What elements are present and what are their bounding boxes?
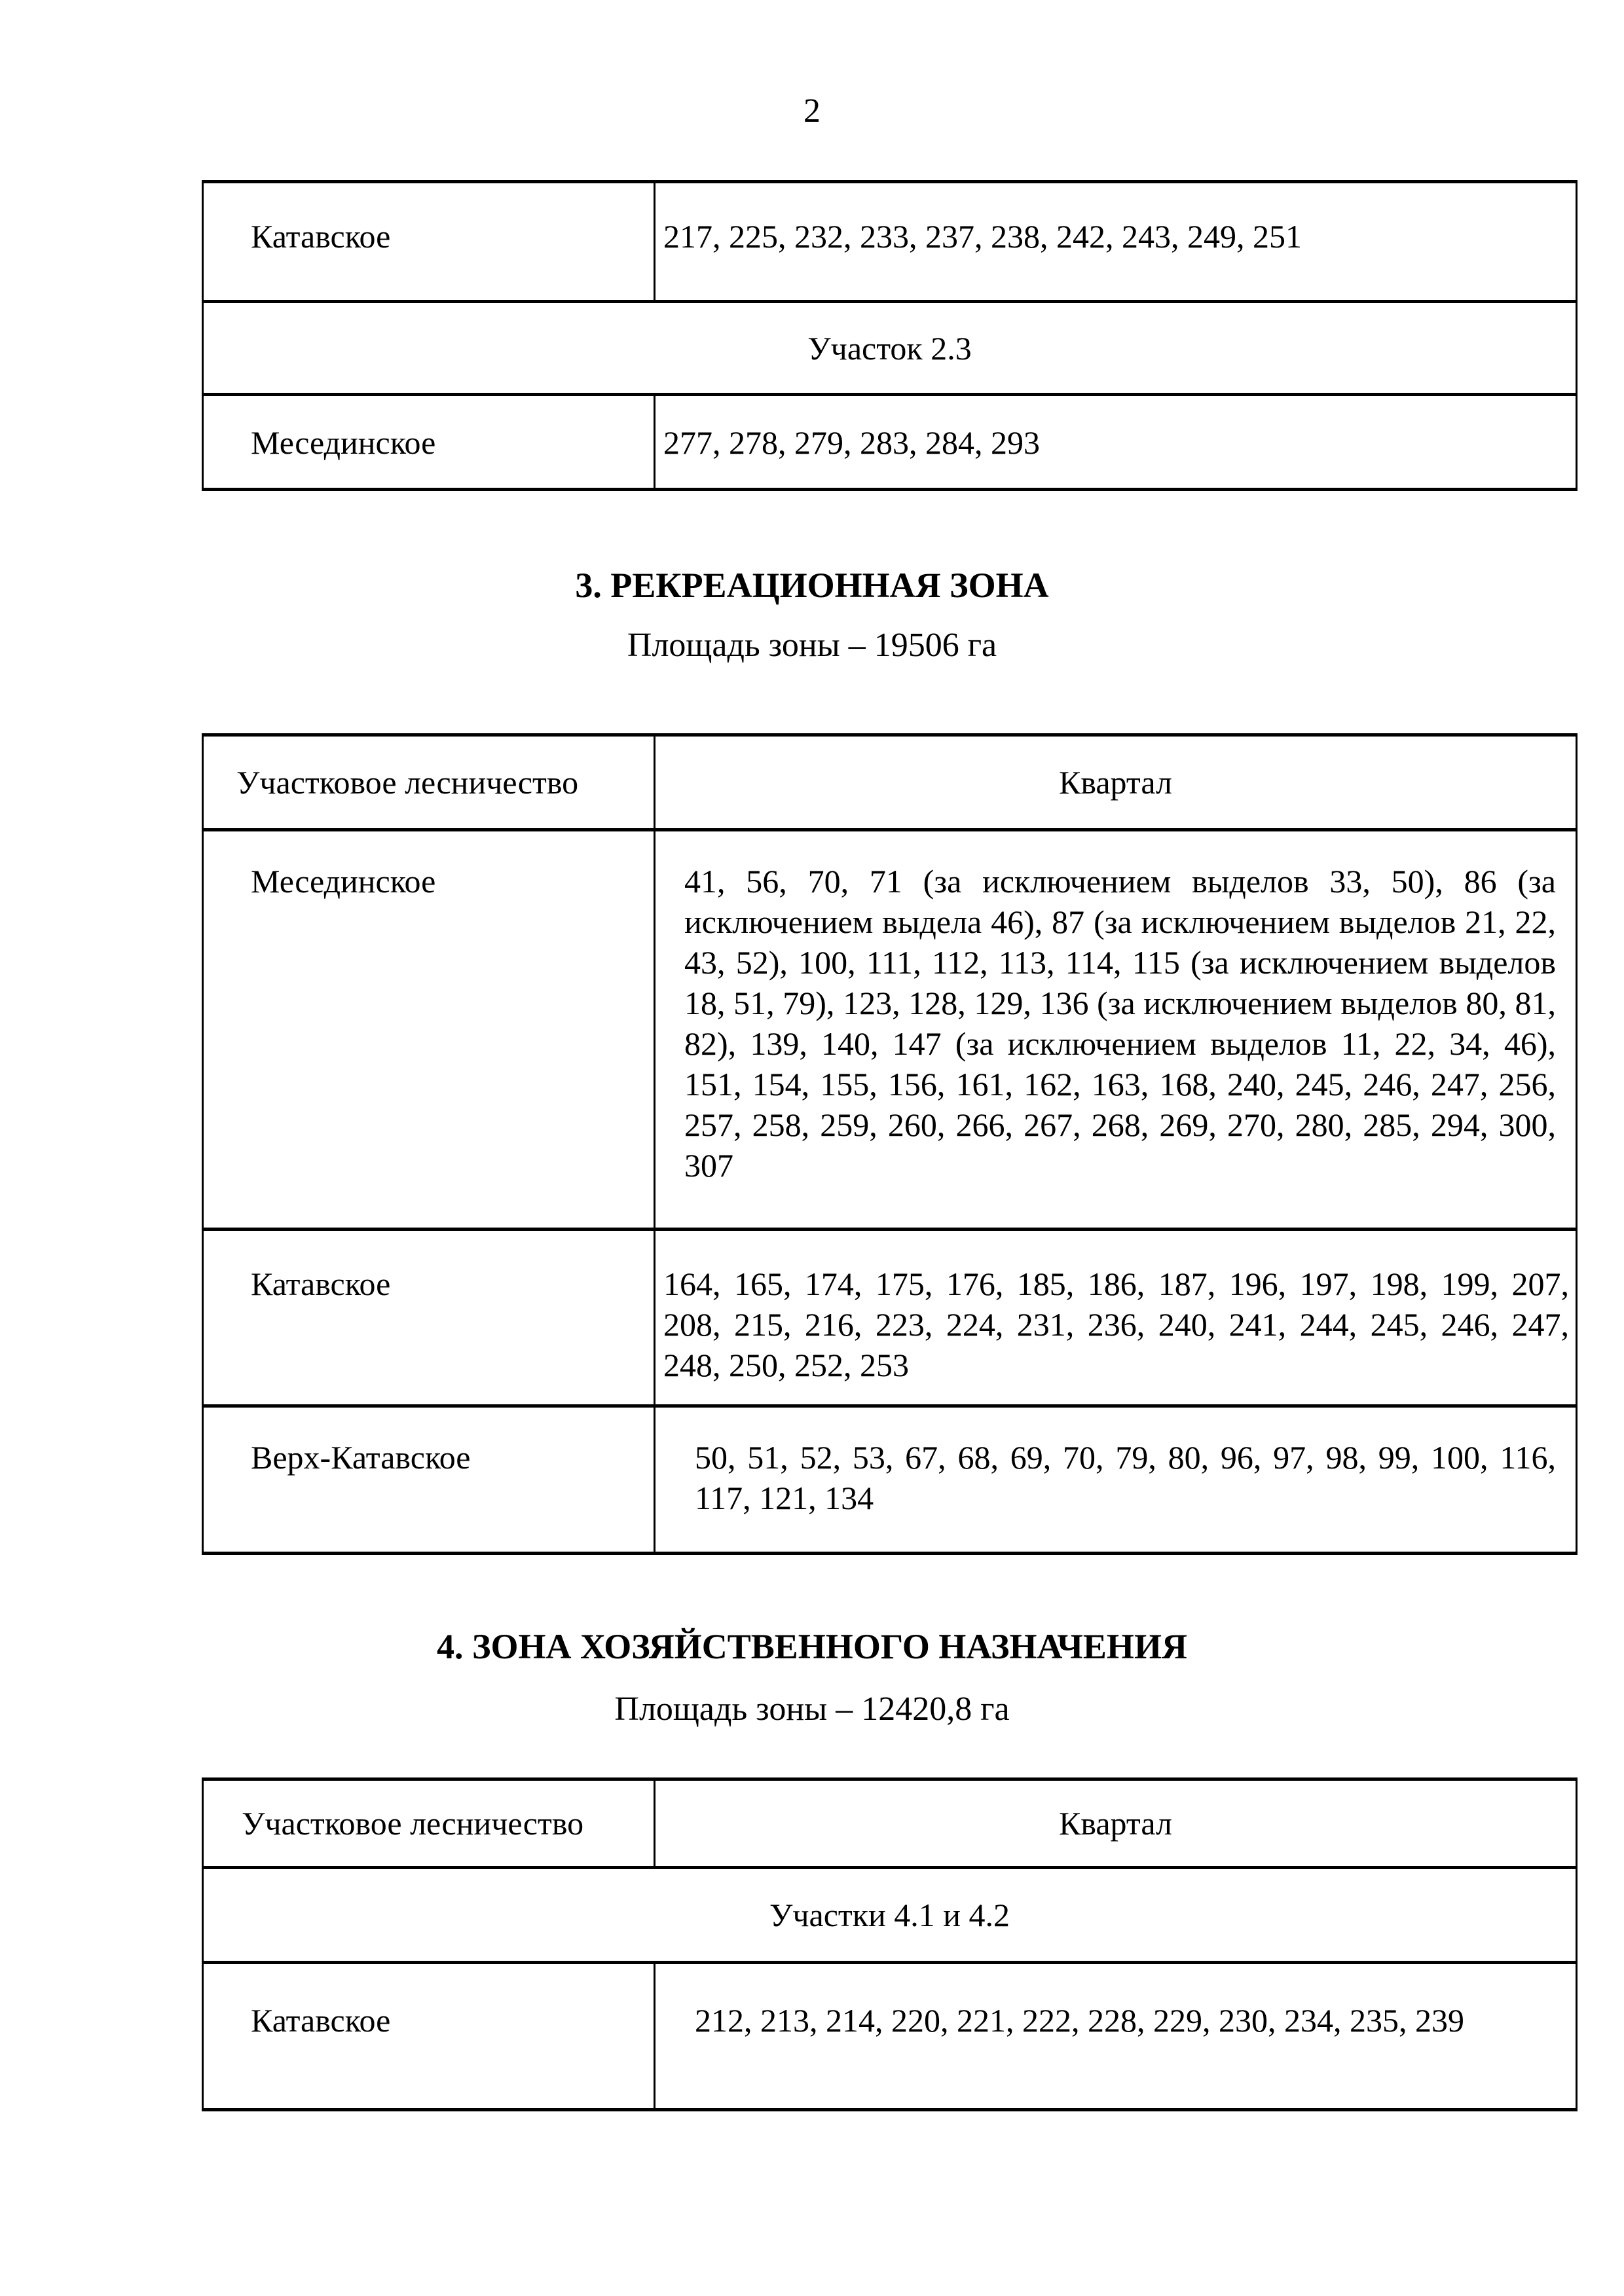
forestry-cell: Катавское (203, 1963, 655, 2110)
column-header-forestry: Участковое лесничество (203, 1779, 655, 1868)
forestry-cell: Месединское (203, 395, 655, 490)
table-row (203, 830, 1577, 1230)
forestry-cell: Катавское (203, 1230, 655, 1406)
section-title-recreation-zone: 3. РЕКРЕАЦИОННАЯ ЗОНА (575, 566, 1049, 605)
quarters-cell: 212, 213, 214, 220, 221, 222, 228, 229, 230, 234, 235, 239 (655, 1963, 1577, 2110)
plot-label: Участок 2.3 (203, 302, 1577, 395)
table-row (203, 1963, 1577, 2110)
table-header-row (203, 1779, 1577, 1868)
column-header-quarters: Квартал (655, 735, 1577, 830)
quarters-cell: 277, 278, 279, 283, 284, 293 (655, 395, 1577, 490)
table-span-row (203, 302, 1577, 395)
table-span-row (203, 1868, 1577, 1963)
table-header-row (203, 735, 1577, 830)
section-title-economic-zone: 4. ЗОНА ХОЗЯЙСТВЕННОГО НАЗНАЧЕНИЯ (437, 1627, 1187, 1666)
forestry-cell: Катавское (203, 182, 655, 302)
recreation-zone-table (202, 733, 1578, 1555)
quarters-cell: 50, 51, 52, 53, 67, 68, 69, 70, 79, 80, 96, 97, 98, 99, 100, 116, 117, 121, 134 (655, 1406, 1577, 1554)
quarters-cell: 164, 165, 174, 175, 176, 185, 186, 187, 196, 197, 198, 199, 207, 208, 215, 216, 223, 224, 231, 236, 240, 241, 244, 245, 246, 247, 248, 250, 252, 253 (655, 1230, 1577, 1406)
economic-zone-table (202, 1777, 1578, 2111)
quarters-cell: 41, 56, 70, 71 (за исключением выделов 33, 50), 86 (за исключением выдела 46), 87 (за исключением выделов 21, 22, 43, 52), 100, 111, 112, 113, 114, 115 (за исключением выделов 18, 51, 79), 123, 128, 129, 136 (за исключением выделов 80, 81, 82), 139, 140, 147 (за исключением выделов 11, 22, 34, 46), 151, 154, 155, 156, 161, 162, 163, 168, 240, 245, 246, 247, 256, 257, 258, 259, 260, 266, 267, 268, 269, 270, 280, 285, 294, 300, 307 (655, 830, 1577, 1230)
section-area-recreation-zone: Площадь зоны – 19506 га (627, 627, 997, 664)
continued-zone-table (202, 180, 1578, 491)
forestry-cell: Верх-Катавское (203, 1406, 655, 1554)
page-number: 2 (803, 92, 821, 130)
plot-label: Участки 4.1 и 4.2 (203, 1868, 1577, 1963)
column-header-forestry: Участковое лесничество (203, 735, 655, 830)
quarters-cell: 217, 225, 232, 233, 237, 238, 242, 243, 249, 251 (655, 182, 1577, 302)
table-row (203, 1230, 1577, 1406)
table-row (203, 182, 1577, 302)
table-row (203, 1406, 1577, 1554)
table-row (203, 395, 1577, 490)
forestry-cell: Месединское (203, 830, 655, 1230)
section-area-economic-zone: Площадь зоны – 12420,8 га (614, 1690, 1010, 1728)
column-header-quarters: Квартал (655, 1779, 1577, 1868)
